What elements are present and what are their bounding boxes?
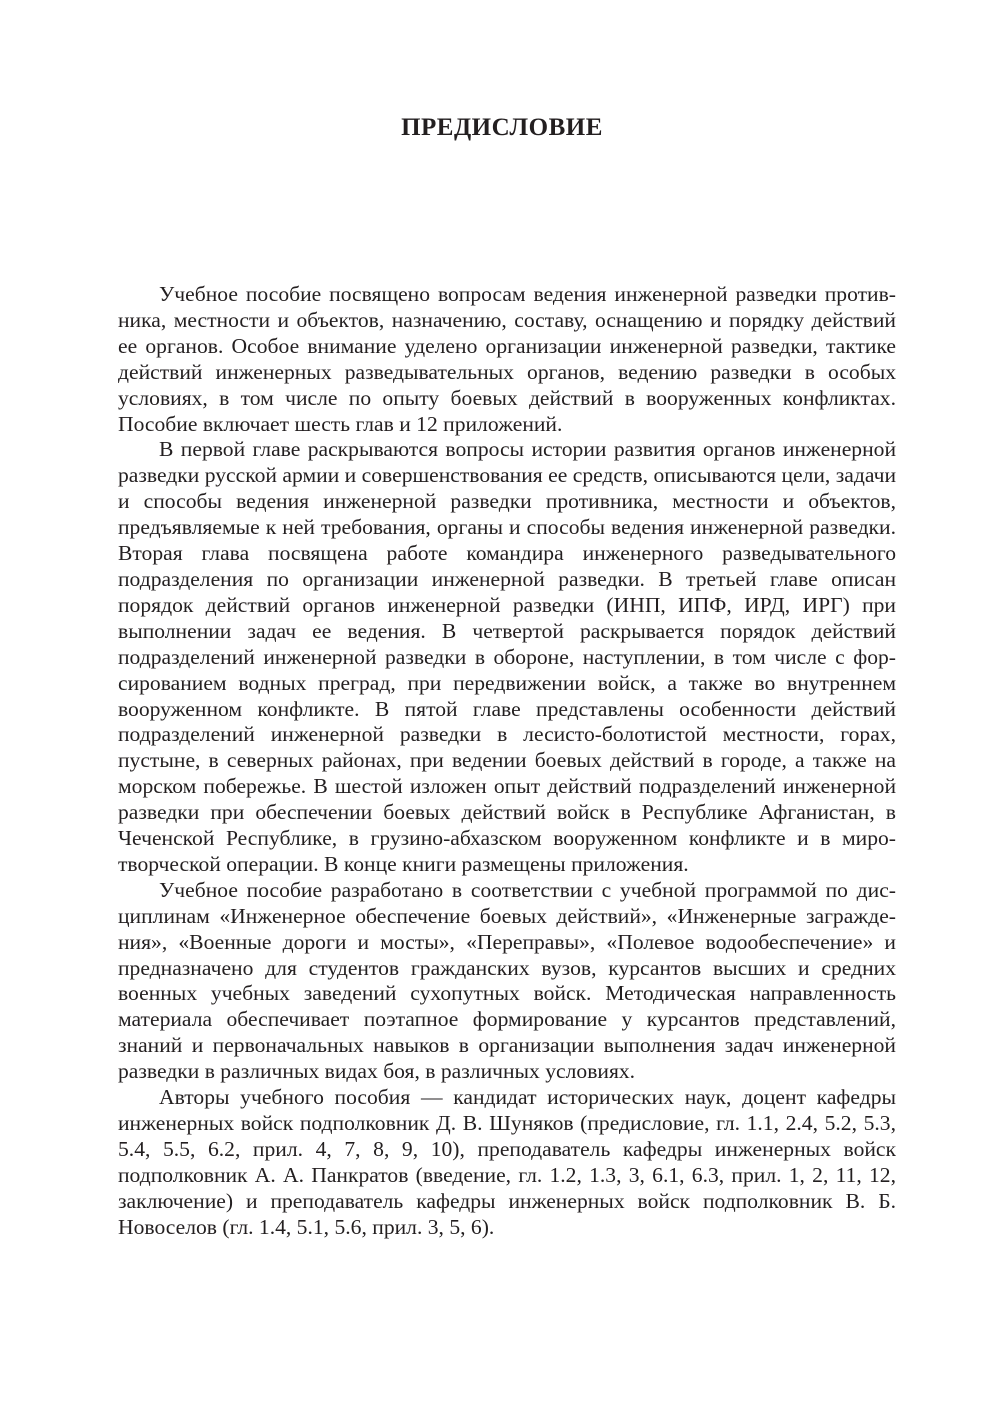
paragraph-authors: Авторы учебного пособия — кандидат исторических наук, доцент кафедры инженерных войск подполковник Д. В. Шуняков (предисловие, гл. 1.1, 2.4, 5.2, 5.3, 5.4, 5.5, 6.2, прил. 4, 7, 8, 9, 10), преподаватель кафедры инженерных войск подполковник А. А. Панкратов (введение, гл. 1.2, 1.3, 3, 6.1, 6.3, прил. 1, 2, 11, 12, заключение) и преподаватель кафедры инженерных войск подполковник В. Б. Новоселов (гл. 1.4, 5.1, 5.6, прил. 3, 5, 6). — [118, 1085, 896, 1239]
page-title: ПРЕДИСЛОВИЕ — [401, 114, 603, 141]
paragraph-chapters: В первой главе раскрываются вопросы истории развития органов инженерной разведки русской армии и совершенствования ее средств, описываются цели, задачи и способы ведения инженерной разведки противника, местности и объектов, предъявляемые к ней требования, органы и способы ведения инженерной разведки. Вторая глава посвящена работе командира инженерного разведывательного подразделения по организации инженерной разведки. В третьей главе описан порядок действий органов инженерной разведки (ИНП, ИПФ, ИРД, ИРГ) при выполнении задач ее ведения. В четвертой раскрывается порядок действий подразделений инженерной разведки в обороне, наступлении, в том числе с форсированием водных преград, при передвижении войск, а также во внутреннем вооруженном конфликте. В пятой главе представлены особенности действий подразделений инженерной разведки в лесисто-болотистой местности, горах, пустыне, в северных районах, при ведении боевых действий в городе, а также на морском побережье. В шестой изложен опыт действий подразделений инженерной разведки при обеспечении боевых действий войск в Республике Афганистан, в Чеченской Республике, в грузино-абхазском вооруженном конфликте и в миротворческой операции. В конце книги размещены приложения. — [118, 437, 896, 876]
preface-body — [118, 282, 896, 1241]
paragraph-purpose: Учебное пособие разработано в соответствии с учебной программой по дисциплинам «Инженерное обеспечение боевых действий», «Инженерные заграждения», «Военные дороги и мосты», «Переправы», «Полевое водообеспечение» и предназначено для студентов гражданских вузов, курсантов высших и средних военных учебных заведений сухопутных войск. Методическая направленность материала обеспечивает поэтапное формирование у курсантов представлений, знаний и первоначальных навыков в организации выполнения задач инженерной разведки в различных видах боя, в различных условиях. — [118, 877, 896, 1084]
paragraph-intro: Учебное пособие посвящено вопросам ведения инженерной разведки противника, местности и объектов, назначению, составу, оснащению и порядку действий ее органов. Особое внимание уделено организации инженерной разведки, тактике действий инженерных разведывательных органов, ведению разведки в особых условиях, в том числе по опыту боевых действий в вооруженных конфликтах. Пособие включает шесть глав и 12 приложений. — [118, 282, 896, 436]
